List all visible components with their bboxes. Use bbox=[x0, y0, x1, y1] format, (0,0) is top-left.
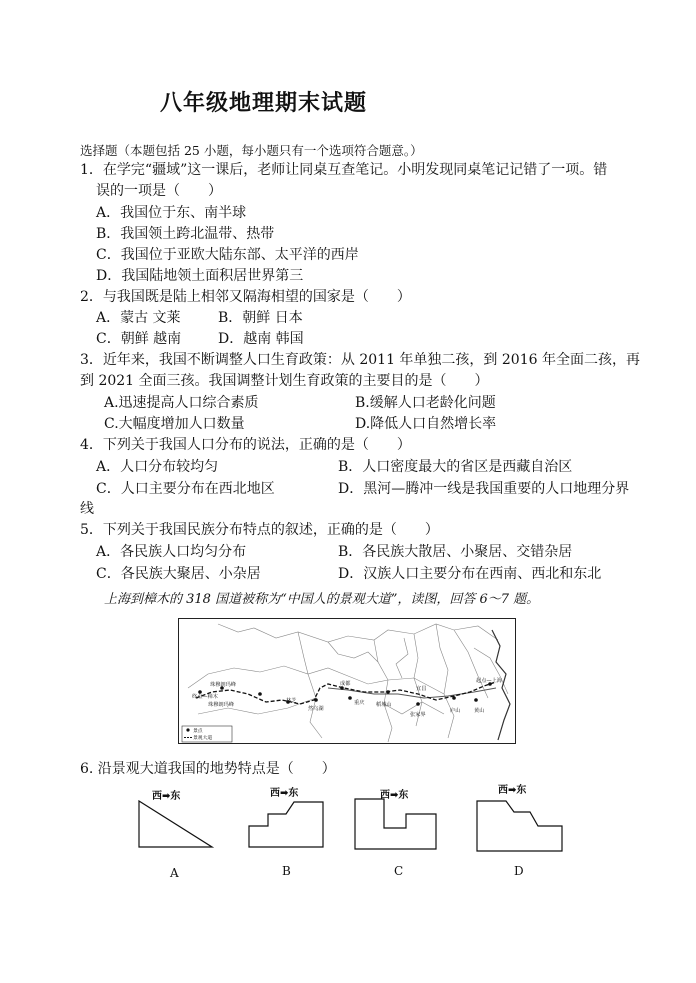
map-label: 终点—樟木 bbox=[192, 694, 218, 700]
map-intro: 上海到樟木的 318 国道被称为“中国人的景观大道”，读图，回答 6～7 题。 bbox=[104, 592, 540, 607]
q1-option-b: B．我国领土跨北温带、热带 bbox=[96, 226, 275, 242]
q4-option-b: B．人口密度最大的省区是西藏自治区 bbox=[338, 459, 573, 475]
q5-option-a: A．各民族人口均匀分布 bbox=[96, 544, 247, 560]
legend-point-label: 景点 bbox=[193, 729, 203, 734]
q5-option-c: C．各民族大聚居、小杂居 bbox=[96, 566, 261, 582]
q2-option-c: C．朝鲜 越南 bbox=[96, 331, 182, 347]
direction-label-c: 西➡东 bbox=[380, 790, 409, 801]
q1-option-a: A．我国位于东、南半球 bbox=[96, 205, 247, 221]
map-label: 然乌湖 bbox=[308, 706, 324, 712]
q3-stem-line1: 3．近年来，我国不断调整人口生育政策：从 2011 年单独二孩，到 2016 年全面二孩，再 bbox=[80, 352, 640, 368]
map-label: 珠穆朗玛峰 bbox=[210, 682, 236, 688]
q5-option-b: B．各民族大散居、小聚居、交错杂居 bbox=[338, 544, 573, 560]
q3-option-c: C.大幅度增加人口数量 bbox=[104, 416, 245, 432]
map-label: 张家界 bbox=[410, 712, 426, 718]
map-label: 庐山 bbox=[450, 708, 461, 714]
map-label: 宜昌 bbox=[416, 686, 427, 692]
map-label: 林芝 bbox=[286, 698, 297, 704]
q2-option-d: D．越南 韩国 bbox=[218, 331, 304, 347]
direction-label-d: 西➡东 bbox=[498, 785, 527, 796]
option-label-d: D bbox=[514, 864, 524, 878]
q3-option-b: B.缓解人口老龄化问题 bbox=[355, 395, 496, 411]
terrain-figure-c bbox=[354, 798, 438, 850]
q2-option-a: A．蒙古 文莱 bbox=[96, 310, 181, 326]
q1-option-c: C．我国位于亚欧大陆东部、太平洋的西岸 bbox=[96, 247, 359, 263]
terrain-figure-a bbox=[138, 800, 214, 848]
q1-stem-line2: 误的一项是（ ） bbox=[96, 183, 222, 199]
q6-stem: 6. 沿景观大道我国的地势特点是（ ） bbox=[80, 761, 336, 777]
direction-label-b: 西➡东 bbox=[270, 788, 299, 799]
map-label: 珠穆朗玛峰 bbox=[208, 702, 234, 708]
option-label-a: A bbox=[170, 866, 179, 880]
map-label: 起点—上海 bbox=[476, 678, 502, 684]
map-label: 重庆 bbox=[354, 700, 365, 706]
q3-option-a: A.迅速提高人口综合素质 bbox=[104, 395, 259, 411]
terrain-figure-b bbox=[248, 796, 324, 848]
q4-option-a: A．人口分布较均匀 bbox=[96, 459, 219, 475]
direction-label-a: 西➡东 bbox=[152, 791, 181, 802]
map-label: 黄山 bbox=[474, 708, 485, 714]
q4-option-c: C．人口主要分布在西北地区 bbox=[96, 481, 275, 497]
q1-option-d: D．我国陆地领土面积居世界第三 bbox=[96, 268, 304, 284]
route-map bbox=[178, 618, 516, 744]
terrain-figure-d bbox=[476, 800, 564, 852]
q5-option-d: D．汉族人口主要分布在西南、西北和东北 bbox=[338, 566, 602, 582]
q5-stem: 5．下列关于我国民族分布特点的叙述，正确的是（ ） bbox=[80, 522, 439, 538]
q4-option-d: D．黑河—腾冲一线是我国重要的人口地理分界 bbox=[338, 481, 630, 497]
map-label: 成都 bbox=[340, 681, 351, 687]
section-heading: 选择题（本题包括 25 小题，每小题只有一个选项符合题意。） bbox=[80, 143, 423, 158]
option-label-c: C bbox=[394, 864, 404, 878]
q4-option-d-wrap: 线 bbox=[80, 501, 94, 517]
q2-option-b: B．朝鲜 日本 bbox=[218, 310, 303, 326]
page-title: 八年级地理期末试题 bbox=[160, 91, 368, 116]
q4-stem: 4．下列关于我国人口分布的说法，正确的是（ ） bbox=[80, 437, 411, 453]
q3-option-d: D.降低人口自然增长率 bbox=[355, 416, 497, 432]
q3-stem-line2: 到 2021 全面三孩。我国调整计划生育政策的主要目的是（ ） bbox=[80, 373, 489, 389]
q2-stem: 2．与我国既是陆上相邻又隔海相望的国家是（ ） bbox=[80, 289, 411, 305]
legend-road-label: 景观大道 bbox=[193, 736, 213, 741]
map-legend bbox=[182, 726, 232, 742]
map-label: 稻城山 bbox=[376, 702, 392, 708]
option-label-b: B bbox=[282, 864, 291, 878]
q1-stem-line1: 1．在学完“疆域”这一课后，老师让同桌互查笔记。小明发现同桌笔记记错了一项。错 bbox=[80, 162, 608, 178]
